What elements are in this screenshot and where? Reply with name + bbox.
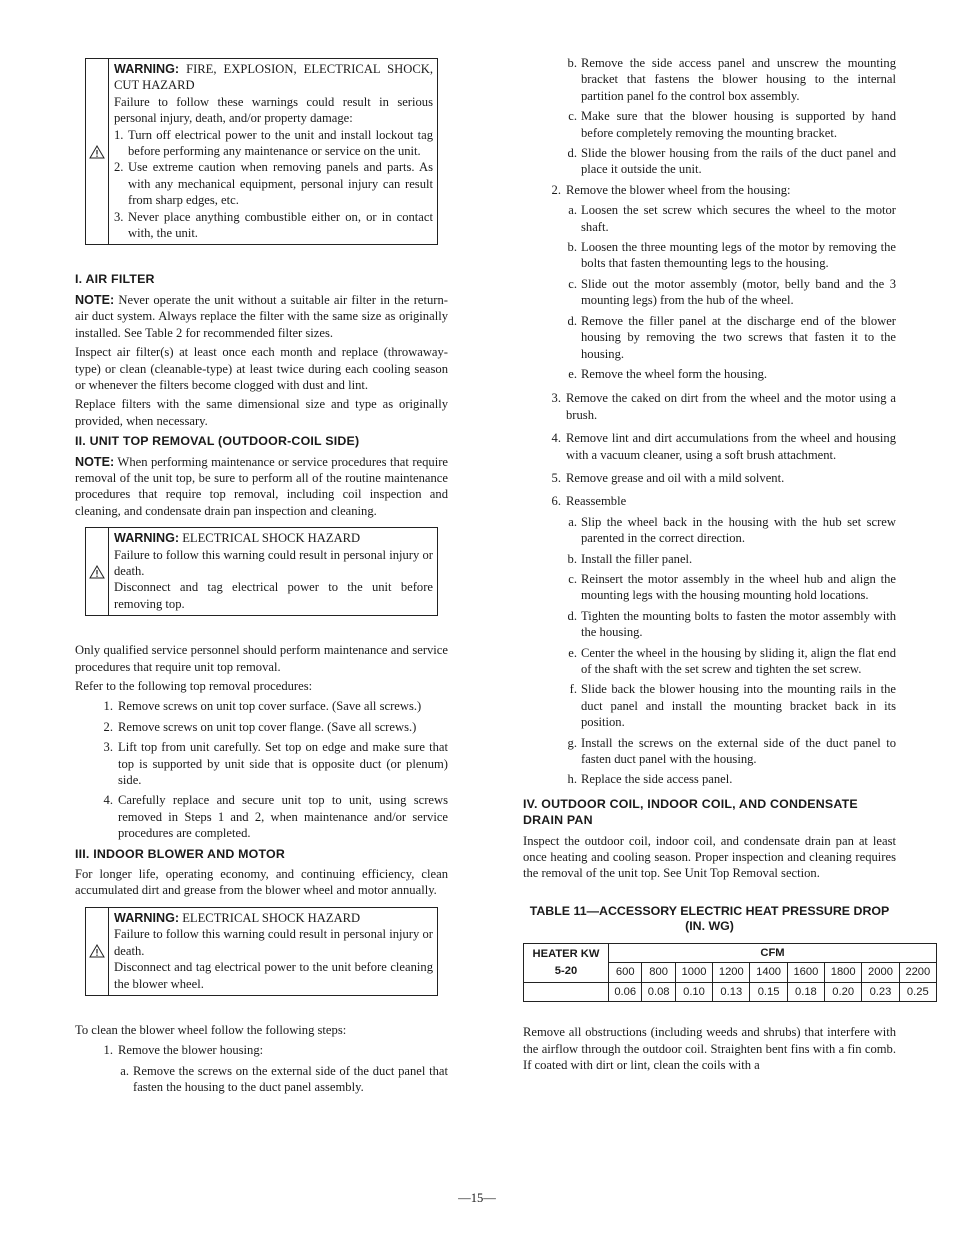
left-column: [75, 55, 448, 1100]
right-column: [523, 55, 931, 1076]
drop-cell: 0.15: [750, 982, 787, 1001]
section-heading-air-filter: I. AIR FILTER: [75, 272, 155, 287]
warning-item: 1. Turn off electrical power to the unit and install lockout tag before performing any maintenance or service on the unit.: [114, 127, 433, 159]
drop-cell: 0.25: [899, 982, 936, 1001]
blower-steps: [523, 182, 896, 198]
cfm-cell: 1400: [750, 963, 787, 982]
table-row: [524, 943, 937, 962]
drop-cell: 0.18: [787, 982, 824, 1001]
warning-item: 2. Use extreme caution when removing panels and parts. As with any mechanical equipment, personal injury can result from sharp edges, etc.: [114, 160, 433, 208]
warning-box-shock-top: [85, 527, 438, 616]
list-item: a. Remove the screws on the external side of the duct panel that fasten the housing to the duct panel assembly.: [120, 1063, 448, 1095]
drop-cell: 0.23: [862, 982, 899, 1001]
list-item: 1. Remove the blower housing:: [103, 1043, 264, 1058]
paragraph: For longer life, operating economy, and continuing efficiency, clean accumulated dirt and grease from the blower wheel and motor annually.: [75, 867, 448, 898]
list-item: 1. Remove screws on unit top cover surface. (Save all screws.): [103, 699, 422, 714]
list-item: d. Tighten the mounting bolts to fasten the motor assembly with the housing.: [567, 608, 896, 640]
paragraph: Inspect the outdoor coil, indoor coil, and condensate drain pan at least once heating and cooling season. Proper inspection and cleaning requires the removal of the unit top. See Unit Top Removal section.: [523, 833, 896, 881]
table-caption-line: TABLE 11—ACCESSORY ELECTRIC HEAT PRESSURE DROP: [529, 903, 890, 918]
list-item: a. Slip the wheel back in the housing with the hub set screw parented in the correct direction.: [568, 514, 896, 546]
warning-box-fire-shock: [85, 58, 438, 245]
drop-cell: 0.10: [675, 982, 712, 1001]
section-heading-unit-top-removal: II. UNIT TOP REMOVAL (OUTDOOR-COIL SIDE): [75, 434, 360, 449]
list-item: e. Center the wheel in the housing by sliding it, align the flat end of the shaft with the set screw and tighten the set screw.: [568, 645, 896, 676]
paragraph: Inspect air filter(s) at least once each month and replace (throwaway-type) or clean (cleanable-type) at least twice during each cooling season or whenever the filters become clogged with dust and lint.: [75, 345, 448, 392]
section-heading-indoor-blower: III. INDOOR BLOWER AND MOTOR: [75, 846, 286, 861]
warning-text: Failure to follow these warnings could result in serious personal injury, death, and/or property damage:: [114, 94, 433, 126]
list-item: f. Slide back the blower housing into the mounting rails in the duct panel and install the mounting bracket back in its position.: [569, 682, 896, 730]
list-item: 2. Remove the blower wheel from the housing:: [551, 182, 791, 197]
cfm-cell: 1200: [713, 963, 750, 982]
list-item: h. Replace the side access panel.: [567, 772, 733, 787]
table-row: [524, 982, 937, 1001]
warning-triangle-icon: [86, 908, 109, 995]
warning-heading: WARNING: FIRE, EXPLOSION, ELECTRICAL SHOCK, CUT HAZARD: [114, 62, 433, 93]
warning-heading: WARNING: ELECTRICAL SHOCK HAZARD: [114, 910, 361, 925]
list-item: c. Reinsert the motor assembly in the wheel hub and align the mounting legs with the housing mounting hold locations.: [568, 571, 896, 603]
list-item: d. Slide the blower housing from the rails of the duct panel and place it outside the unit.: [567, 146, 896, 177]
heater-kw-header: HEATER KW 5-20: [524, 943, 609, 982]
warning-triangle-icon: [86, 528, 109, 615]
paragraph: Remove all obstructions (including weeds and shrubs) that interfere with the airflow through the outdoor coil. Straighten bent fins with a fin comb. If coated with dirt or lint, clean the coils with a: [523, 1025, 896, 1072]
warning-text: Failure to follow this warning could result in personal injury or death.: [114, 927, 433, 958]
list-item: b. Remove the side access panel and unscrew the mounting bracket that fastens the blower housing to the internal partition panel fo the control box assembly.: [567, 56, 896, 103]
table-caption: [523, 904, 896, 935]
warning-text: Failure to follow this warning could result in personal injury or death.: [114, 547, 433, 578]
blower-steps-3-6: [523, 390, 896, 509]
list-item: g. Install the screws on the external side of the duct panel to fasten duct panel with the housing.: [567, 735, 896, 767]
cfm-cell: 600: [609, 963, 642, 982]
list-item: c. Slide out the motor assembly (motor, belly band and the 3 mounting legs) from the hub of the wheel.: [568, 276, 896, 308]
cfm-cell: 2000: [862, 963, 899, 982]
blower-steps: [75, 1042, 448, 1058]
warning-text: Disconnect and tag electrical power to the unit before removing top.: [114, 580, 433, 611]
empty-cell: [524, 982, 609, 1001]
warning-triangle-icon: [86, 59, 109, 244]
top-removal-steps: [75, 698, 448, 841]
list-item: 3. Remove the caked on dirt from the wheel and the motor using a brush.: [551, 391, 896, 422]
drop-cell: 0.06: [609, 982, 642, 1001]
cfm-cell: 2200: [899, 963, 936, 982]
list-item: 4. Carefully replace and secure unit top to unit, using screws removed in Steps 1 and 2, when maintenance and/or service procedures are completed.: [103, 793, 448, 841]
cfm-cell: 800: [642, 963, 675, 982]
list-item: b. Install the filler panel.: [567, 551, 693, 566]
cfm-cell: 1000: [675, 963, 712, 982]
list-item: d. Remove the filler panel at the discharge end of the blower housing by removing the two screws that fasten it to the housing.: [567, 313, 896, 361]
list-item: b. Loosen the three mounting legs of the motor by removing the bolts that fasten themounting legs to the housing.: [567, 240, 896, 271]
wheel-removal-substeps: [523, 202, 896, 382]
list-item: 6. Reassemble: [551, 494, 627, 509]
paragraph: To clean the blower wheel follow the following steps:: [75, 1022, 347, 1037]
list-item: a. Loosen the set screw which secures the wheel to the motor shaft.: [568, 203, 896, 234]
warning-heading: WARNING: ELECTRICAL SHOCK HAZARD: [114, 531, 361, 546]
list-item: 3. Lift top from unit carefully. Set top on edge and make sure that top is supported by unit side that is opposite duct (or plenum) side.: [103, 740, 448, 788]
drop-cell: 0.08: [642, 982, 675, 1001]
list-item: c. Make sure that the blower housing is supported by hand before completely removing the mounting bracket.: [568, 109, 896, 140]
section-heading-coils: IV. OUTDOOR COIL, INDOOR COIL, AND CONDENSATE DRAIN PAN: [523, 796, 858, 828]
warning-item: 3. Never place anything combustible either on, or in contact with, the unit.: [114, 209, 433, 241]
list-item: 5. Remove grease and oil with a mild solvent.: [551, 470, 785, 485]
paragraph: Only qualified service personnel should perform maintenance and service procedures that require unit top removal.: [75, 643, 448, 674]
drop-cell: 0.13: [713, 982, 750, 1001]
pressure-drop-table: [523, 943, 937, 1002]
list-item: 2. Remove screws on unit top cover flange. (Save all screws.): [103, 719, 417, 734]
paragraph: Refer to the following top removal procedures:: [75, 679, 313, 693]
list-item: e. Remove the wheel form the housing.: [568, 366, 768, 381]
reassemble-substeps: [523, 514, 896, 788]
table-caption-line: (IN. WG): [685, 919, 734, 934]
cfm-header: CFM: [609, 943, 937, 962]
list-item: 4. Remove lint and dirt accumulations from the wheel and housing with a vacuum cleaner, using a soft brush attachment.: [551, 431, 896, 462]
blower-housing-substeps: [523, 55, 896, 178]
drop-cell: 0.20: [825, 982, 862, 1001]
warning-list: [114, 127, 433, 242]
warning-text: Disconnect and tag electrical power to the unit before cleaning the blower wheel.: [114, 960, 433, 991]
note-paragraph: NOTE: When performing maintenance or service procedures that require removal of the unit top, be sure to perform all of the routine maintenance procedures that require top removal, including coil inspection and cleaning, and condensate drain pan inspection and cleaning.: [75, 454, 448, 518]
cfm-cell: 1800: [825, 963, 862, 982]
blower-substeps: [75, 1063, 448, 1096]
page-number: —15—: [458, 1191, 496, 1205]
warning-box-shock-blower: [85, 907, 438, 996]
cfm-cell: 1600: [787, 963, 824, 982]
note-paragraph: NOTE: Never operate the unit without a suitable air filter in the return-air duct system. Always replace the filter with the same size as originally installed. See Table 2 for recommended filter sizes.: [75, 292, 448, 340]
paragraph: Replace filters with the same dimensional size and type as originally provided, when necessary.: [75, 397, 448, 428]
